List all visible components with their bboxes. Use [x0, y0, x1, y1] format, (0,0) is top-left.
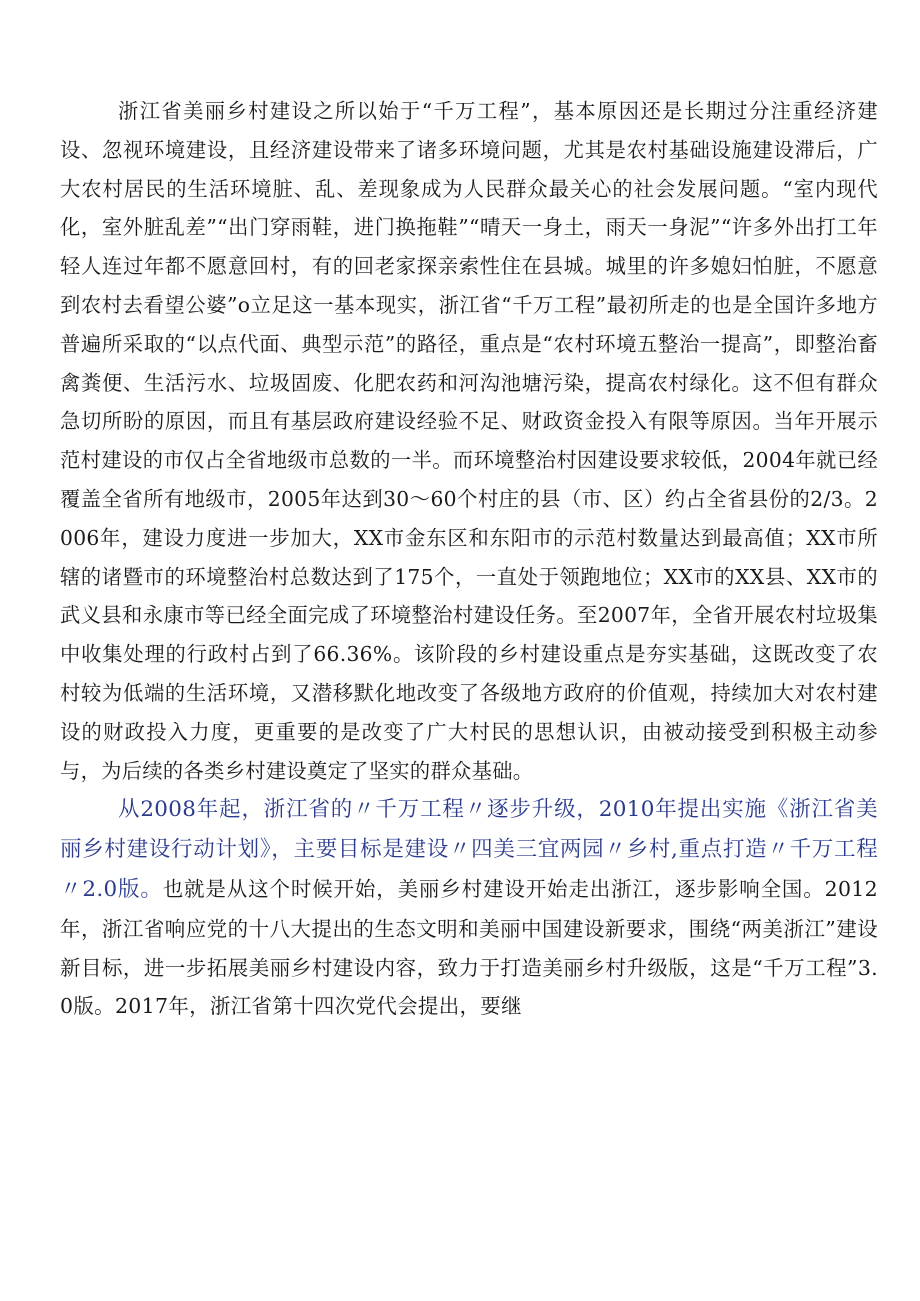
paragraph-2-rest: 也就是从这个时候开始，美丽乡村建设开始走出浙江，逐步影响全国。2012年，浙江省响应党的十八大提出的生态文明和美丽中国建设新要求，围绕“两美浙江”建设新目标，进一步拓展美丽乡村建设内容，致力于打造美丽乡村升级版，这是“千万工程”3.0版。2017年，浙江省第十四次党代会提出，要继 — [60, 876, 878, 1019]
paragraph-2-highlight: 从2008年起，浙江省的〃千万工程〃逐步升级，2010年提出实施《浙江省美丽乡村建设行动计划》，主要目标是建设〃四美三宜两园〃乡村,重点打造〃千万工程〃2.0版。 — [60, 797, 878, 902]
paragraph-1: 浙江省美丽乡村建设之所以始于“千万工程”，基本原因还是长期过分注重经济建设、忽视环境建设，且经济建设带来了诸多环境问题，尤其是农村基础设施建设滞后，广大农村居民的生活环境脏、乱、差现象成为人民群众最关心的社会发展问题。“室内现代化，室外脏乱差”“出门穿雨鞋，进门换拖鞋”“晴天一身土，雨天一身泥”“许多外出打工年轻人连过年都不愿意回村，有的回老家探亲索性住在县城。城里的许多媳妇怕脏，不愿意到农村去看望公婆”o立足这一基本现实，浙江省“千万工程”最初所走的也是全国许多地方普遍所采取的“以点代面、典型示范”的路径，重点是“农村环境五整治一提高”，即整治畜禽粪便、生活污水、垃圾固废、化肥农药和河沟池塘污染，提高农村绿化。这不但有群众急切所盼的原因，而且有基层政府建设经验不足、财政资金投入有限等原因。当年开展示范村建设的市仅占全省地级市总数的一半。而环境整治村因建设要求较低，2004年就已经覆盖全省所有地级市，2005年达到30～60个村庄的县（市、区）约占全省县份的2/3。2006年，建设力度进一步加大，XX市金东区和东阳市的示范村数量达到最高值；XX市所辖的诸暨市的环境整治村总数达到了175个，一直处于领跑地位；XX市的XX县、XX市的武义县和永康市等已经全面完成了环境整治村建设任务。至2007年，全省开展农村垃圾集中收集处理的行政村占到了66.36%。该阶段的乡村建设重点是夯实基础，这既改变了农村较为低端的生活环境，又潜移默化地改变了各级地方政府的价值观，持续加大对农村建设的财政投入力度，更重要的是改变了广大村民的思想认识，由被动接受到积极主动参与，为后续的各类乡村建设奠定了坚实的群众基础。 — [60, 99, 878, 783]
document-page — [60, 92, 878, 1026]
paragraph-2 — [60, 790, 878, 1026]
